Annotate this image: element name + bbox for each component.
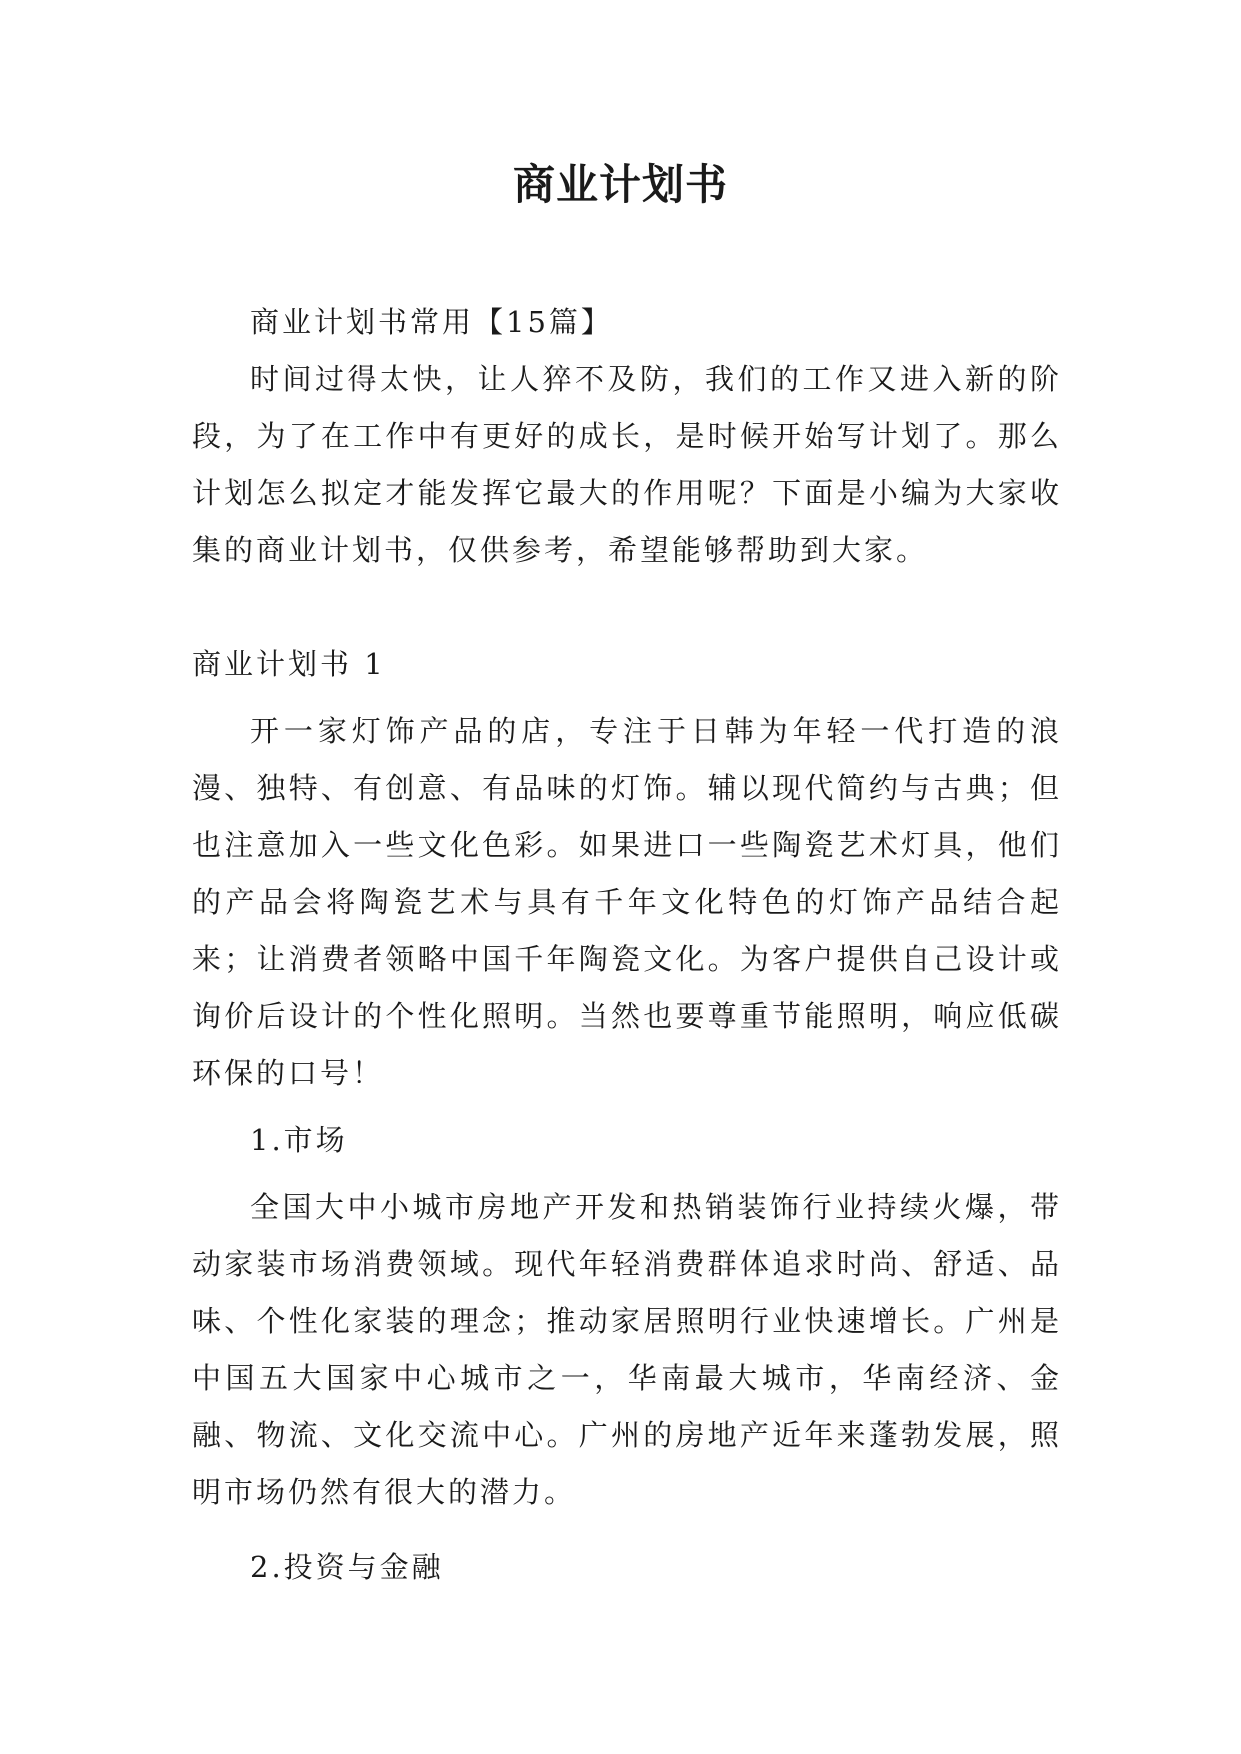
item-heading-investment: 2.投资与金融 bbox=[250, 1550, 444, 1584]
document-body bbox=[192, 294, 1062, 1596]
item-heading-market: 1.市场 bbox=[250, 1123, 348, 1157]
item-paragraph-market: 全国大中小城市房地产开发和热销装饰行业持续火爆，带动家装市场消费领域。现代年轻消费群体追求时尚、舒适、品味、个性化家装的理念；推动家居照明行业快速增长。广州是中国五大国家中心城市之一，华南最大城市，华南经济、金融、物流、文化交流中心。广州的房地产近年来蓬勃发展，照明市场仍然有很大的潜力。 bbox=[192, 1190, 1062, 1509]
document-title: 商业计划书 bbox=[512, 160, 728, 209]
section-paragraph: 开一家灯饰产品的店，专注于日韩为年轻一代打造的浪漫、独特、有创意、有品味的灯饰。辅以现代简约与古典；但也注意加入一些文化色彩。如果进口一些陶瓷艺术灯具，他们的产品会将陶瓷艺术与具有千年文化特色的灯饰产品结合起来；让消费者领略中国千年陶瓷文化。为客户提供自己设计或询价后设计的个性化照明。当然也要尊重节能照明，响应低碳环保的口号！ bbox=[192, 714, 1062, 1090]
intro-paragraph: 时间过得太快，让人猝不及防，我们的工作又进入新的阶段，为了在工作中有更好的成长，是时候开始写计划了。那么计划怎么拟定才能发挥它最大的作用呢？下面是小编为大家收集的商业计划书，仅供参考，希望能够帮助到大家。 bbox=[192, 362, 1062, 567]
section-heading: 商业计划书 1 bbox=[192, 647, 386, 681]
document-subtitle: 商业计划书常用【15篇】 bbox=[250, 305, 613, 339]
